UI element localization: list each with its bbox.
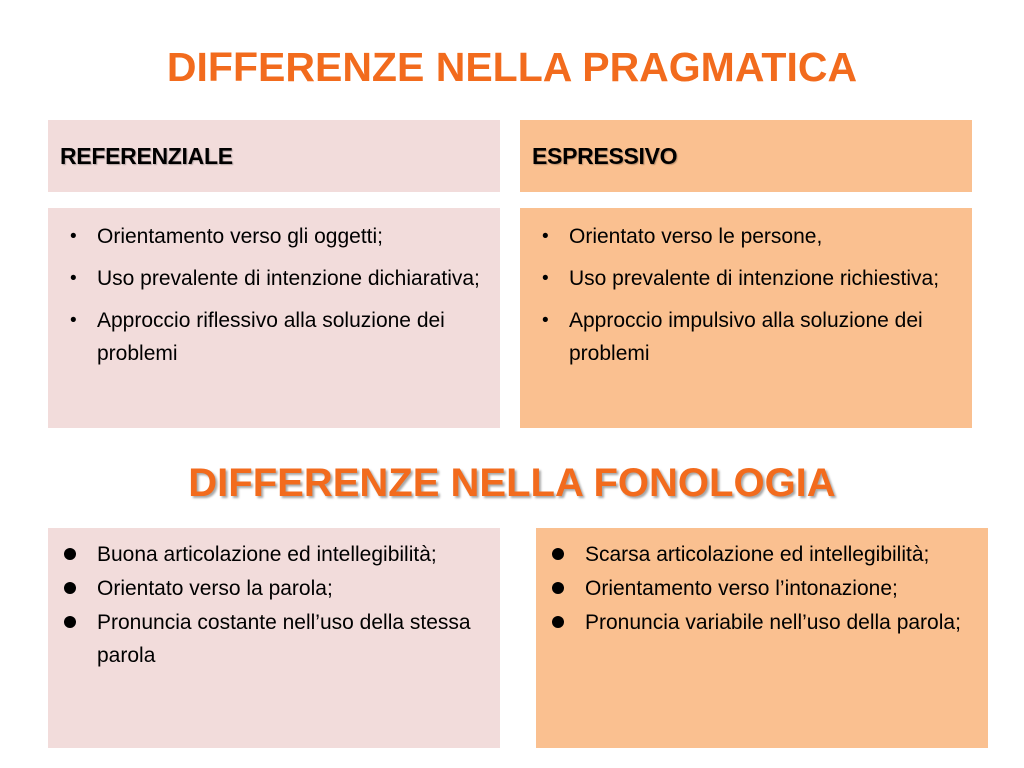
list-item <box>60 304 488 370</box>
espressivo-list <box>532 220 960 370</box>
list-item <box>548 606 976 639</box>
title-fonologia: DIFFERENZE NELLA FONOLOGIA <box>188 461 836 505</box>
list-item <box>60 572 488 605</box>
list-item <box>548 538 976 571</box>
bullet-icon: • <box>542 268 549 289</box>
bullet-icon: • <box>70 310 77 331</box>
fonologia-left-content <box>48 528 500 748</box>
list-item <box>60 220 488 253</box>
bullet-icon: • <box>70 226 77 247</box>
list-item-text: Orientamento verso l’intonazione; <box>585 577 898 600</box>
list-item-text: Pronuncia costante nell’uso della stessa parola <box>97 611 471 667</box>
filled-circle-bullet-icon <box>64 582 76 594</box>
list-item-text: Approccio riflessivo alla soluzione dei problemi <box>97 309 445 365</box>
filled-circle-bullet-icon <box>552 616 564 628</box>
list-item <box>532 304 960 370</box>
fonologia-right-list <box>548 538 976 639</box>
espressivo-content <box>520 208 972 428</box>
list-item <box>60 262 488 295</box>
filled-circle-bullet-icon <box>64 548 76 560</box>
filled-circle-bullet-icon <box>552 582 564 594</box>
header-referenziale: REFERENZIALE <box>60 142 233 169</box>
list-item-text: Pronuncia variabile nell’uso della parola; <box>585 611 961 634</box>
list-item-text: Buona articolazione ed intellegibilità; <box>97 543 437 566</box>
list-item <box>548 572 976 605</box>
fonologia-left-list <box>60 538 488 672</box>
header-espressivo: ESPRESSIVO <box>532 142 678 169</box>
list-item <box>532 220 960 253</box>
header-espressivo-box <box>520 120 972 192</box>
fonologia-right-content <box>536 528 988 748</box>
list-item-text: Approccio impulsivo alla soluzione dei problemi <box>569 309 923 365</box>
list-item-text: Uso prevalente di intenzione dichiarativa; <box>97 267 480 290</box>
filled-circle-bullet-icon <box>64 616 76 628</box>
filled-circle-bullet-icon <box>552 548 564 560</box>
list-item <box>532 262 960 295</box>
bullet-icon: • <box>70 268 77 289</box>
bullet-icon: • <box>542 226 549 247</box>
list-item-text: Uso prevalente di intenzione richiestiva; <box>569 267 940 290</box>
list-item-text: Scarsa articolazione ed intellegibilità; <box>585 543 930 566</box>
list-item-text: Orientato verso le persone, <box>569 225 823 248</box>
header-referenziale-box <box>48 120 500 192</box>
bullet-icon: • <box>542 310 549 331</box>
list-item <box>60 538 488 571</box>
referenziale-list <box>60 220 488 370</box>
list-item-text: Orientato verso la parola; <box>97 577 333 600</box>
list-item <box>60 606 488 672</box>
referenziale-content <box>48 208 500 428</box>
title-pragmatica: DIFFERENZE NELLA PRAGMATICA <box>166 44 858 90</box>
list-item-text: Orientamento verso gli oggetti; <box>97 225 383 248</box>
